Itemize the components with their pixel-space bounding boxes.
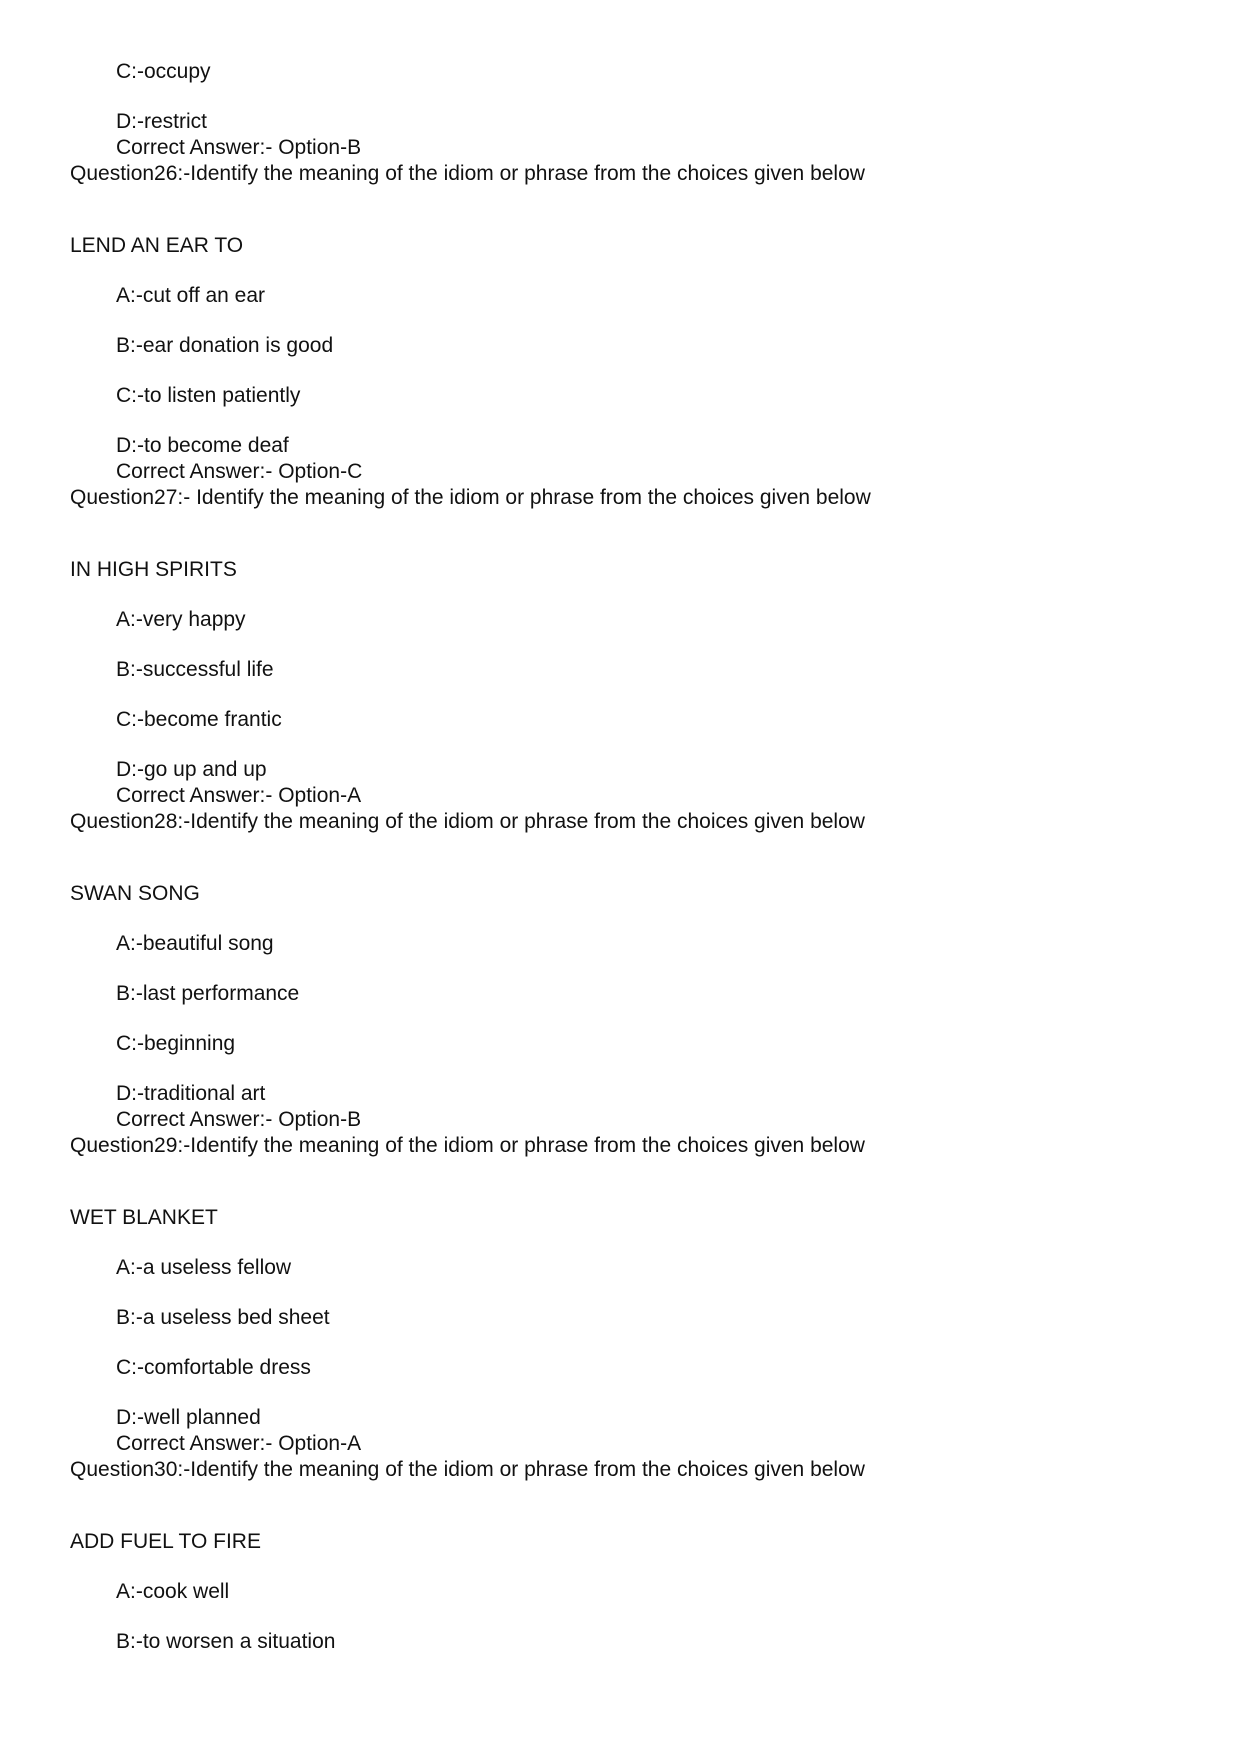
- question-heading: Question28:-Identify the meaning of the idiom or phrase from the choices given below: [70, 810, 865, 833]
- option-b: B:-successful life: [116, 658, 274, 681]
- idiom-phrase: ADD FUEL TO FIRE: [70, 1530, 261, 1553]
- option-c: C:-comfortable dress: [116, 1356, 311, 1379]
- correct-answer: Correct Answer:- Option-B: [116, 136, 362, 159]
- option-b: B:-a useless bed sheet: [116, 1306, 330, 1329]
- question-heading: Question26:-Identify the meaning of the idiom or phrase from the choices given below: [70, 162, 865, 185]
- idiom-phrase: IN HIGH SPIRITS: [70, 558, 237, 581]
- correct-answer: Correct Answer:- Option-C: [116, 460, 363, 483]
- correct-answer: Correct Answer:- Option-A: [116, 784, 362, 807]
- option-c: C:-occupy: [116, 60, 211, 83]
- idiom-phrase: WET BLANKET: [70, 1206, 218, 1229]
- option-d: D:-well planned: [116, 1406, 261, 1429]
- option-c: C:-become frantic: [116, 708, 282, 731]
- option-b: B:-last performance: [116, 982, 300, 1005]
- option-b: B:-to worsen a situation: [116, 1630, 336, 1653]
- option-b: B:-ear donation is good: [116, 334, 334, 357]
- option-d: D:-traditional art: [116, 1082, 266, 1105]
- option-d: D:-to become deaf: [116, 434, 289, 457]
- idiom-phrase: LEND AN EAR TO: [70, 234, 244, 257]
- idiom-phrase: SWAN SONG: [70, 882, 200, 905]
- question-heading: Question30:-Identify the meaning of the idiom or phrase from the choices given below: [70, 1458, 865, 1481]
- option-a: A:-cook well: [116, 1580, 230, 1603]
- option-a: A:-beautiful song: [116, 932, 274, 955]
- option-c: C:-to listen patiently: [116, 384, 301, 407]
- option-d: D:-go up and up: [116, 758, 267, 781]
- option-d: D:-restrict: [116, 110, 207, 133]
- correct-answer: Correct Answer:- Option-A: [116, 1432, 362, 1455]
- correct-answer: Correct Answer:- Option-B: [116, 1108, 362, 1131]
- question-heading: Question29:-Identify the meaning of the idiom or phrase from the choices given below: [70, 1134, 865, 1157]
- option-a: A:-cut off an ear: [116, 284, 266, 307]
- question-heading: Question27:- Identify the meaning of the idiom or phrase from the choices given below: [70, 486, 871, 509]
- option-a: A:-a useless fellow: [116, 1256, 292, 1279]
- option-a: A:-very happy: [116, 608, 246, 631]
- option-c: C:-beginning: [116, 1032, 236, 1055]
